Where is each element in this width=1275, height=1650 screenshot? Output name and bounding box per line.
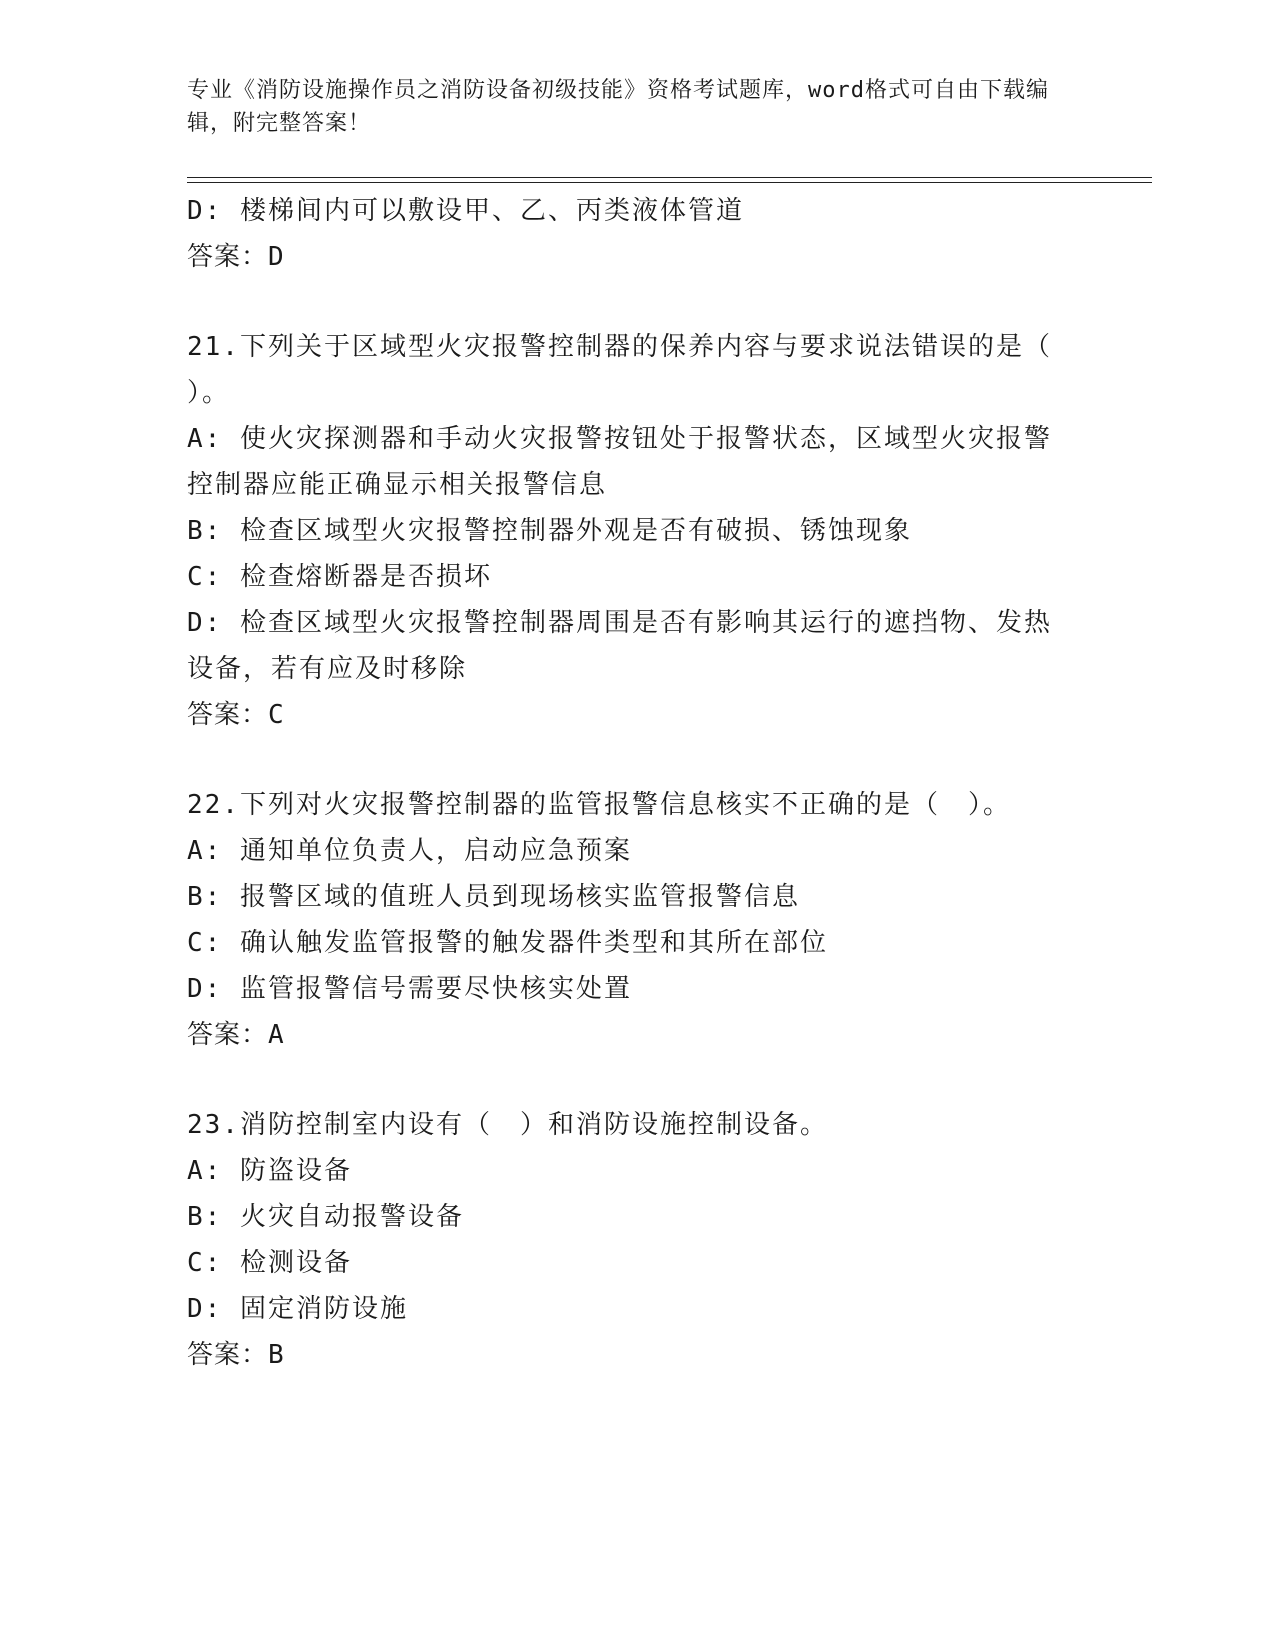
question-21 <box>187 324 1077 738</box>
answer: 答案：B <box>187 1340 285 1370</box>
option-c: C: 检测设备 <box>187 1248 352 1278</box>
spacer <box>187 1058 1077 1102</box>
option-b: B: 火灾自动报警设备 <box>187 1202 464 1232</box>
option-c: C: 检查熔断器是否损坏 <box>187 562 492 592</box>
question-stem: 23.消防控制室内设有（ ）和消防设施控制设备。 <box>187 1110 828 1140</box>
question-content <box>187 188 1077 1378</box>
option-a: A: 防盗设备 <box>187 1156 352 1186</box>
option-d: D: 监管报警信号需要尽快核实处置 <box>187 974 632 1004</box>
header-divider-bottom <box>187 182 1152 183</box>
answer: 答案：C <box>187 700 285 730</box>
spacer <box>187 280 1077 324</box>
option-b: B: 报警区域的值班人员到现场核实监管报警信息 <box>187 882 800 912</box>
prev-option-d: D: 楼梯间内可以敷设甲、乙、丙类液体管道 <box>187 196 744 226</box>
question-stem: 21.下列关于区域型火灾报警控制器的保养内容与要求说法错误的是（ ）。 <box>187 332 1052 408</box>
header-divider-top <box>187 177 1152 178</box>
option-b: B: 检查区域型火灾报警控制器外观是否有破损、锈蚀现象 <box>187 516 912 546</box>
question-stem: 22.下列对火灾报警控制器的监管报警信息核实不正确的是（ ）。 <box>187 790 1011 820</box>
option-c: C: 确认触发监管报警的触发器件类型和其所在部位 <box>187 928 828 958</box>
document-header: 专业《消防设施操作员之消防设备初级技能》资格考试题库，word格式可自由下载编辑，附完整答案！ <box>187 78 1049 136</box>
option-a: A: 通知单位负责人，启动应急预案 <box>187 836 632 866</box>
question-23 <box>187 1102 1077 1378</box>
question-22 <box>187 782 1077 1058</box>
option-a: A: 使火灾探测器和手动火灾报警按钮处于报警状态，区域型火灾报警控制器应能正确显示相关报警信息 <box>187 424 1052 500</box>
answer: 答案：A <box>187 1020 285 1050</box>
option-d: D: 检查区域型火灾报警控制器周围是否有影响其运行的遮挡物、发热设备，若有应及时移除 <box>187 608 1052 684</box>
spacer <box>187 738 1077 782</box>
option-d: D: 固定消防设施 <box>187 1294 408 1324</box>
prev-answer: 答案：D <box>187 242 285 272</box>
